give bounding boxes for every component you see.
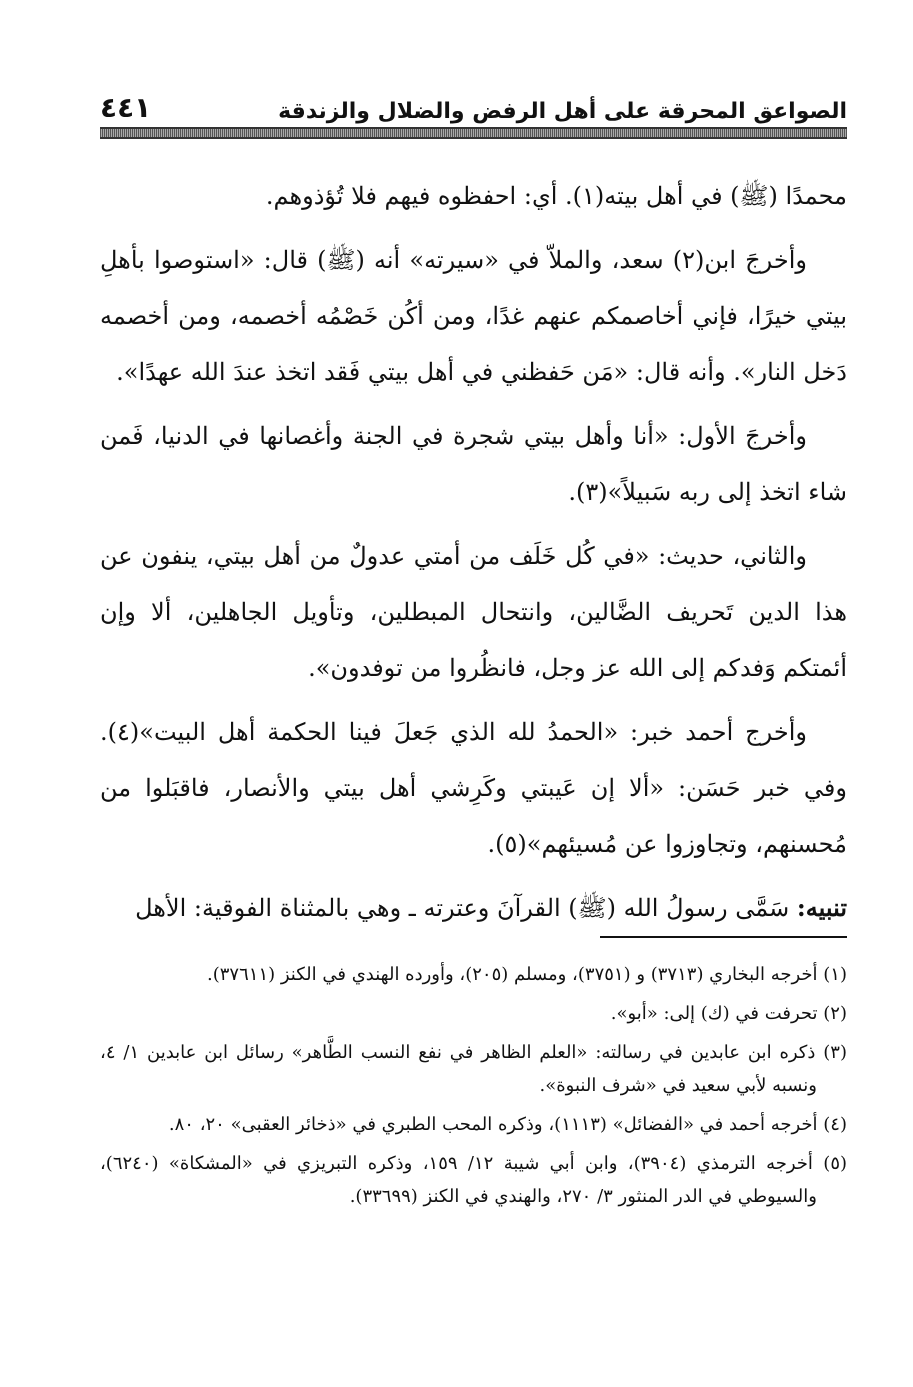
paragraph: محمدًا (ﷺ) في أهل بيته(١). أي: احفظوه فيهم فلا تُؤذوهم. [265,182,847,210]
header-rule [100,127,847,139]
footnote: (٢) تحرفت في (ك) إلى: «أبو». [610,1003,847,1024]
running-title: الصواعق المحرقة على أهل الرفض والضلال والزندقة [278,99,847,124]
footnote: (٥) أخرجه الترمذي (٣٩٠٤)، وابن أبي شيبة ١٢/ ١٥٩، وذكره التبريزي في «المشكاة» (٦٢٤٠)، والسيوطي في الدر المنثور ٣/ ٢٧٠، والهندي في الكنز (٣٣٦٩٩). [100,1153,848,1207]
footnote: (١) أخرجه البخاري (٣٧١٣) و (٣٧٥١)، ومسلم (٢٠٥)، وأورده الهندي في الكنز (٣٧٦١١). [207,964,847,985]
page-header [100,84,847,124]
footnote: (٤) أخرجه أحمد في «الفضائل» (١١١٣)، وذكره المحب الطبري في «ذخائر العقبى» ٢٠، ٨٠. [168,1114,847,1135]
note-paragraph [100,880,847,936]
footnote: (٣) ذكره ابن عابدين في رسالته: «العلم الظاهر في نفع النسب الطَّاهر» رسائل ابن عابدين ١/ ٤، ونسبه لأبي سعيد في «شرف النبوة». [100,1042,847,1096]
page-number: ٤٤١ [100,91,152,124]
paragraph: وأخرج أحمد خبر: «الحمدُ لله الذي جَعلَ فينا الحكمة أهل البيت»(٤). وفي خبر حَسَن: «ألا إن عَيبتي وكَرِشي أهل بيتي والأنصار، فاقبَلوا من مُحسنهم، وتجاوزوا عن مُسيئهم»(٥). [100,718,847,858]
paragraph: وأخرجَ الأول: «أنا وأهل بيتي شجرة في الجنة وأغصانها في الدنيا، فَمن شاء اتخذ إلى ربه سَبيلاً»(٣). [100,422,847,506]
note-label: تنبيه: [796,893,847,922]
main-text [100,168,847,944]
note-text: سَمَّى رسولُ الله (ﷺ) القرآنَ وعترته ـ وهي بالمثناة الفوقية: الأهل [135,894,797,922]
footnotes [100,958,847,1219]
footnote-separator [600,936,847,938]
paragraph: والثاني، حديث: «في كُل خَلَف من أمتي عدولٌ من أهل بيتي، ينفون عن هذا الدين تَحريف الضَّالين، وانتحال المبطلين، وتأويل الجاهلين، ألا وإن أئمتكم وَفدكم إلى الله عز وجل، فانظُروا من توفدون». [100,542,847,682]
paragraph: وأخرجَ ابن(٢) سعد، والملاّ في «سيرته» أنه (ﷺ) قال: «استوصوا بأهلِ بيتي خيرًا، فإني أخاصمكم عنهم غدًا، ومن أكُن خَصْمُه أخصمه، ومن أخصمه دَخل النار». وأنه قال: «مَن حَفظني في أهل بيتي فَقد اتخذ عندَ الله عهدًا». [100,246,847,386]
